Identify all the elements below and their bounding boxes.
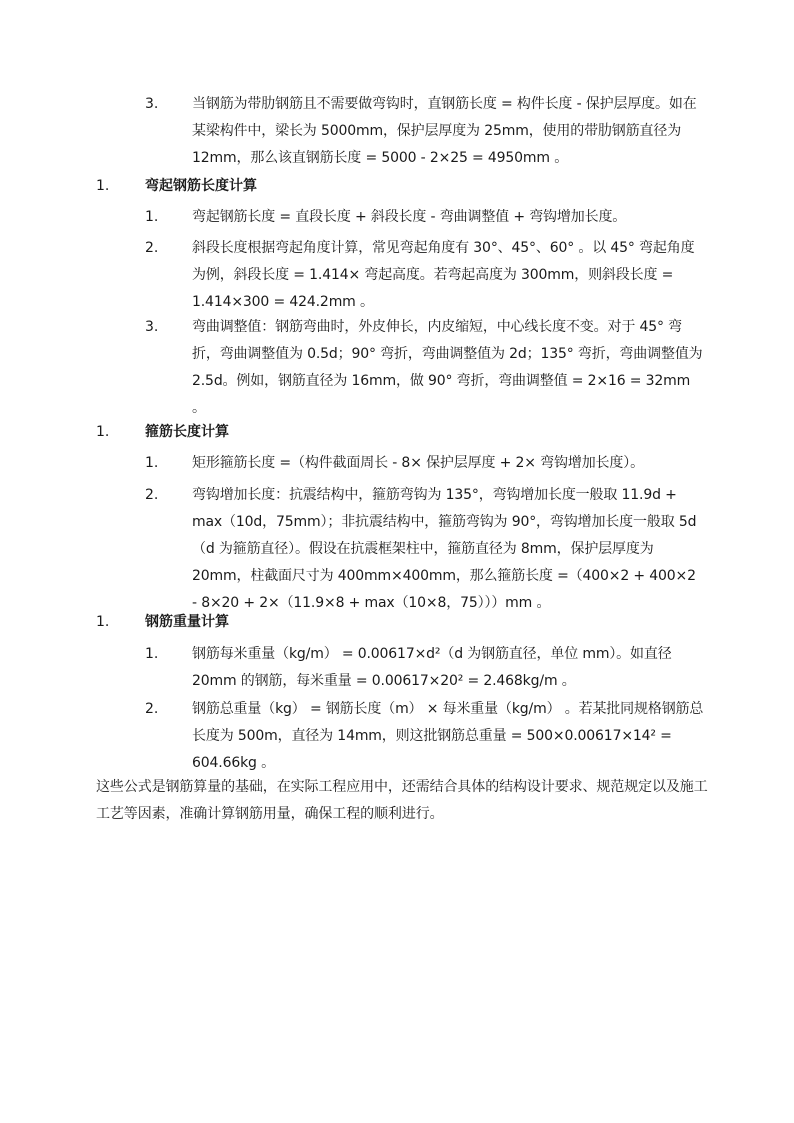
list-item-text: 弯钩增加长度：抗震结构中，箍筋弯钩为 135°，弯钩增加长度一般取 11.9d + max（10d，75mm）；非抗震结构中，箍筋弯钩为 90°，弯钩增加长度一般取 5d（d 为箍筋直径）。假设在抗震框架柱中，箍筋直径为 8mm，保护层厚度为 20mm，柱截面尺寸为 400mm×400mm，那么箍筋长度 =（400×2 + 400×2 - 8×20 + 2×（11.9×8 + max（10×8，75）））mm 。 <box>192 487 697 611</box>
conclusion-paragraph: 这些公式是钢筋算量的基础，在实际工程应用中，还需结合具体的结构设计要求、规范规定以及施工工艺等因素，准确计算钢筋用量，确保工程的顺利进行。 <box>96 779 708 822</box>
section-number: 1. <box>96 614 110 630</box>
list-item-number: 1. <box>145 209 159 225</box>
list-item-number: 1. <box>145 646 159 662</box>
section-number: 1. <box>96 178 110 194</box>
list-item-text: 弯起钢筋长度 = 直段长度 + 斜段长度 - 弯曲调整值 + 弯钩增加长度。 <box>192 209 627 225</box>
list-item-number: 1. <box>145 455 159 471</box>
list-item-text: 弯曲调整值：钢筋弯曲时，外皮伸长，内皮缩短，中心线长度不变。对于 45° 弯折，弯曲调整值为 0.5d；90° 弯折，弯曲调整值为 2d；135° 弯折，弯曲调整值为 2.5d。例如，钢筋直径为 16mm，做 90° 弯折，弯曲调整值 = 2×16 = 32mm 。 <box>192 319 703 416</box>
list-item-text: 斜段长度根据弯起角度计算，常见弯起角度有 30°、45°、60° 。以 45° 弯起角度为例，斜段长度 = 1.414× 弯起高度。若弯起高度为 300mm，则斜段长度 = 1.414×300 = 424.2mm 。 <box>192 240 695 310</box>
section-number: 1. <box>96 424 110 440</box>
list-item-number: 2. <box>145 240 159 256</box>
list-item-number: 2. <box>145 701 159 717</box>
section-title: 箍筋长度计算 <box>145 424 229 440</box>
list-item-text: 当钢筋为带肋钢筋且不需要做弯钩时，直钢筋长度 = 构件长度 - 保护层厚度。如在某梁构件中，梁长为 5000mm，保护层厚度为 25mm，使用的带肋钢筋直径为 12mm，那么该直钢筋长度 = 5000 - 2×25 = 4950mm 。 <box>192 96 697 166</box>
list-item-text: 钢筋总重量（kg） = 钢筋长度（m） × 每米重量（kg/m） 。若某批同规格钢筋总长度为 500m，直径为 14mm，则这批钢筋总重量 = 500×0.00617×14² = 604.66kg 。 <box>192 701 704 771</box>
list-item-text: 矩形箍筋长度 =（构件截面周长 - 8× 保护层厚度 + 2× 弯钩增加长度）。 <box>192 455 644 471</box>
list-item-text: 钢筋每米重量（kg/m） = 0.00617×d²（d 为钢筋直径，单位 mm）。如直径 20mm 的钢筋，每米重量 = 0.00617×20² = 2.468kg/m 。 <box>192 646 672 689</box>
section-title: 弯起钢筋长度计算 <box>145 178 257 194</box>
section-title: 钢筋重量计算 <box>145 614 229 630</box>
list-item-number: 2. <box>145 487 159 503</box>
list-item-number: 3. <box>145 319 159 335</box>
list-item-number: 3. <box>145 96 159 112</box>
